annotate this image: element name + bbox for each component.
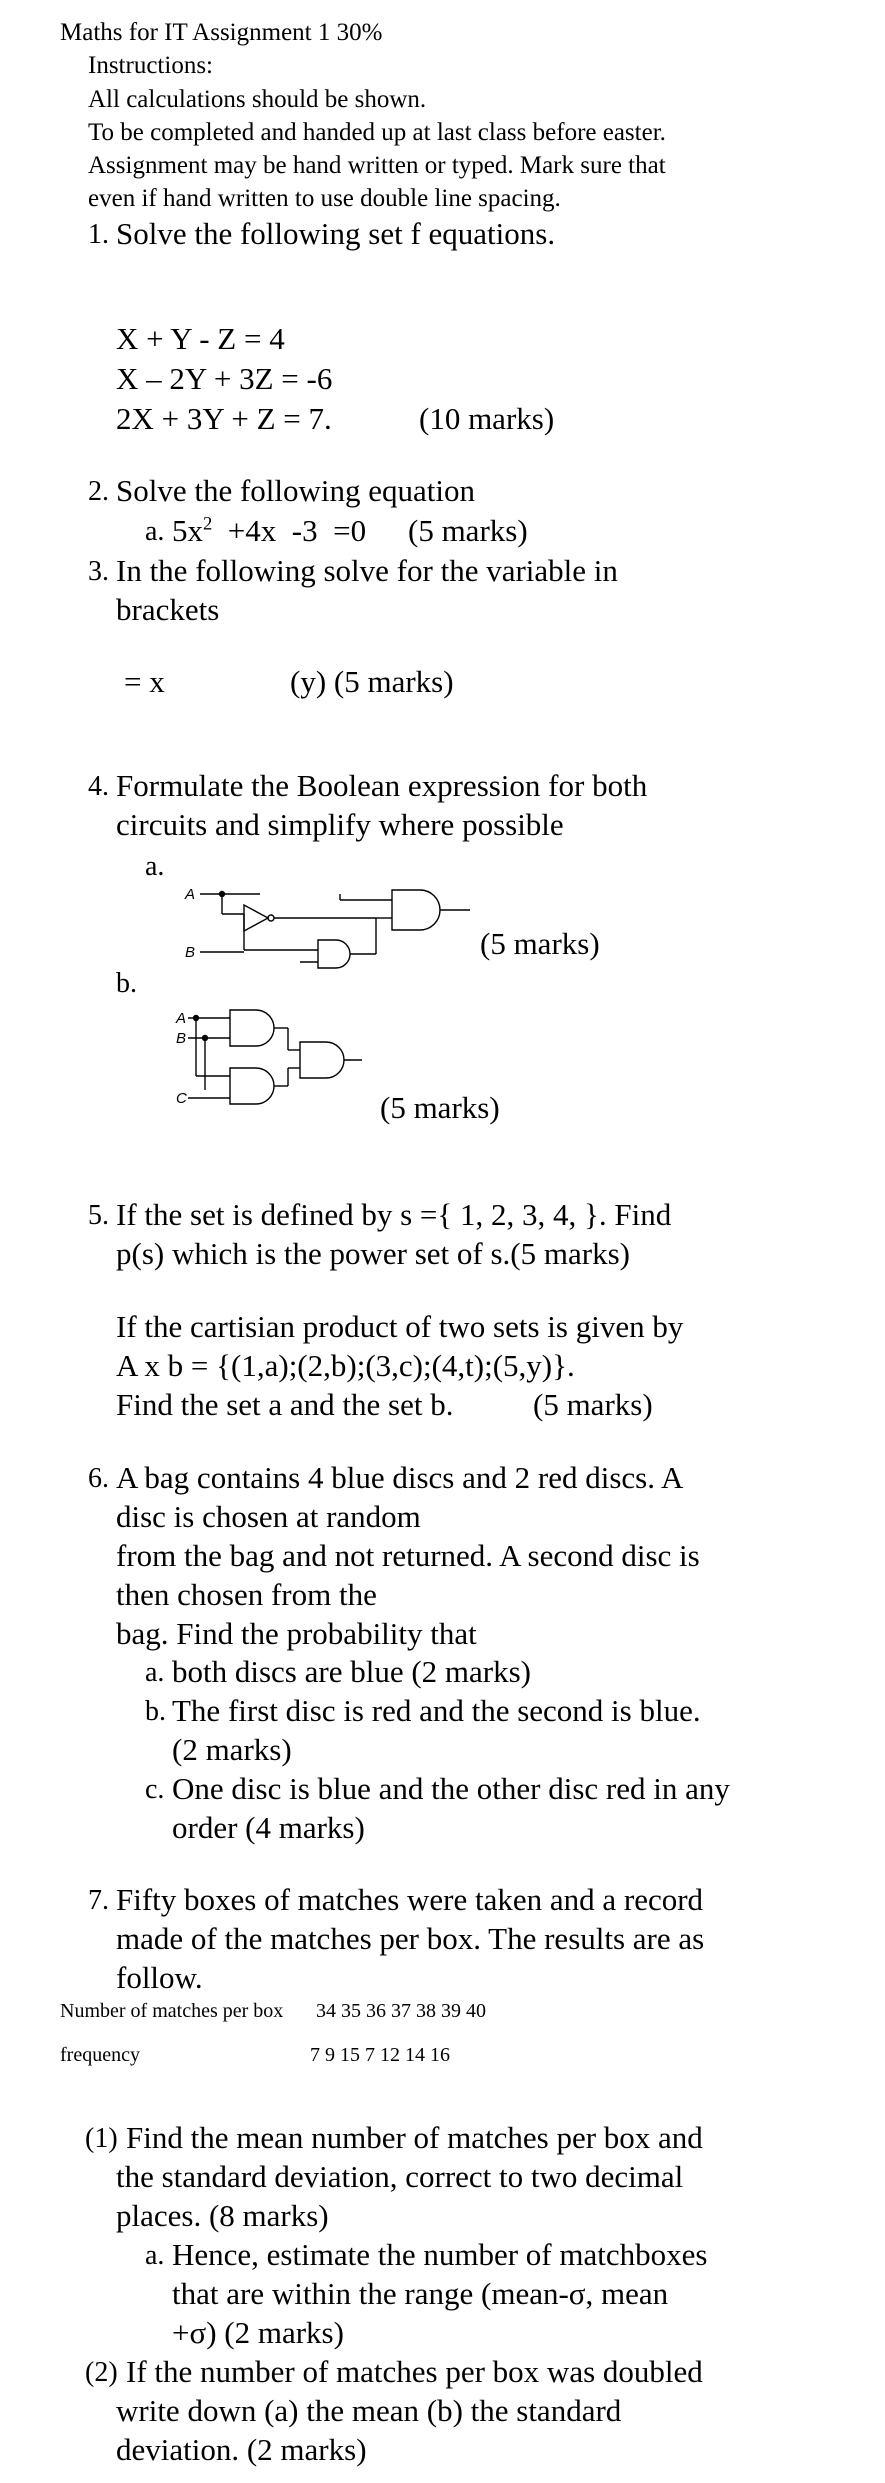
input-label-c: C [176, 1090, 187, 1107]
question-text: Find the set a and the set b. [116, 1387, 454, 1422]
sub-label: (1) [85, 2123, 118, 2154]
sub-label: b. [116, 968, 137, 999]
equation-fragment: = x [124, 664, 165, 699]
sub-label: a. [145, 2240, 165, 2271]
marks-label: (10 marks) [419, 401, 555, 436]
instructions-label: Instructions: [88, 52, 213, 79]
question-number: 7. [88, 1885, 109, 1916]
input-label-b: B [176, 1030, 187, 1047]
sub-question-text: +σ) (2 marks) [172, 2315, 344, 2350]
table-row-label: frequency [60, 2044, 140, 2066]
question-number: 2. [88, 476, 109, 507]
sub-question-text: (2 marks) [172, 1732, 292, 1767]
quadratic-equation: $5x^2 +4x$ -3 =0 [172, 513, 367, 548]
question-text: If the set is defined by s ={ 1, 2, 3, 4, }. Find [116, 1197, 672, 1232]
marks-label: (y) (5 marks) [290, 664, 454, 699]
question-text: circuits and simplify where possible [116, 807, 564, 842]
instruction-line: To be completed and handed up at last class before easter. [88, 119, 666, 146]
question-number: 6. [88, 1463, 109, 1494]
question-text: In the following solve for the variable in [116, 553, 618, 588]
sub-question-text: order (4 marks) [172, 1810, 365, 1845]
question-number: 3. [88, 556, 109, 587]
instruction-line: even if hand written to use double line spacing. [88, 185, 561, 212]
sub-label: a. [145, 516, 165, 547]
sub-question-text: Find the mean number of matches per box and [126, 2120, 703, 2155]
sub-question-text: that are within the range (mean-σ, mean [172, 2276, 669, 2311]
sub-question-text: the standard deviation, correct to two decimal [116, 2159, 684, 2194]
sub-question-text: One disc is blue and the other disc red in any [172, 1771, 730, 1806]
question-number: 1. [88, 219, 109, 250]
sub-label: (2) [85, 2357, 118, 2388]
question-text: Solve the following set f equations. [116, 216, 556, 251]
input-label-b: B [185, 944, 196, 961]
sub-question-text: The first disc is red and the second is blue. [172, 1693, 701, 1728]
sub-question-text: places. (8 marks) [116, 2198, 329, 2233]
marks-label: (5 marks) [533, 1387, 653, 1422]
question-text: follow. [116, 1960, 203, 1995]
table-row-values: 34 35 36 37 38 39 40 [316, 2000, 486, 2022]
marks-label: (5 marks) [408, 513, 528, 548]
question-text: p(s) which is the power set of s.(5 marks) [116, 1236, 630, 1271]
question-text: bag. Find the probability that [116, 1616, 477, 1651]
question-text: A bag contains 4 blue discs and 2 red discs. A [116, 1460, 684, 1495]
equation-line: X + Y - Z = 4 [116, 321, 285, 356]
question-text: Fifty boxes of matches were taken and a record [116, 1882, 704, 1917]
question-text: A x b = {(1,a);(2,b);(3,c);(4,t);(5,y)}. [116, 1348, 575, 1383]
table-row-label: Number of matches per box [60, 2000, 284, 2022]
marks-label: (5 marks) [380, 1090, 500, 1125]
sub-question-text: both discs are blue (2 marks) [172, 1654, 531, 1689]
sub-question-text: write down (a) the mean (b) the standard [116, 2393, 622, 2428]
sub-label: c. [145, 1774, 165, 1805]
equation-line: 2X + 3Y + Z = 7. [116, 401, 332, 436]
sub-label: a. [145, 851, 165, 882]
question-text: If the cartisian product of two sets is given by [116, 1309, 684, 1344]
table-row-values: 7 9 15 7 12 14 16 [310, 2044, 450, 2066]
sub-label: a. [145, 1657, 165, 1688]
question-text: made of the matches per box. The results are as [116, 1921, 705, 1956]
input-label-a: A [176, 1010, 187, 1027]
instruction-line: All calculations should be shown. [88, 86, 427, 113]
question-number: 5. [88, 1200, 109, 1231]
question-text: Formulate the Boolean expression for both [116, 768, 648, 803]
equation-line: X – 2Y + 3Z = -6 [116, 361, 333, 396]
document-title: Maths for IT Assignment 1 30% [60, 19, 383, 46]
question-number: 4. [88, 771, 109, 802]
input-label-a: A [185, 886, 196, 903]
sub-label: b. [145, 1696, 166, 1727]
question-text: then chosen from the [116, 1577, 377, 1612]
marks-label: (5 marks) [480, 926, 600, 961]
sub-question-text: If the number of matches per box was doubled [126, 2354, 703, 2389]
question-text: disc is chosen at random [116, 1499, 421, 1534]
question-text: Solve the following equation [116, 473, 476, 508]
question-text: from the bag and not returned. A second disc is [116, 1538, 700, 1573]
instruction-line: Assignment may be hand written or typed. Mark sure that [88, 152, 666, 179]
question-text: brackets [116, 592, 220, 627]
sub-question-text: deviation. (2 marks) [116, 2432, 367, 2467]
sub-question-text: Hence, estimate the number of matchboxes [172, 2237, 708, 2272]
